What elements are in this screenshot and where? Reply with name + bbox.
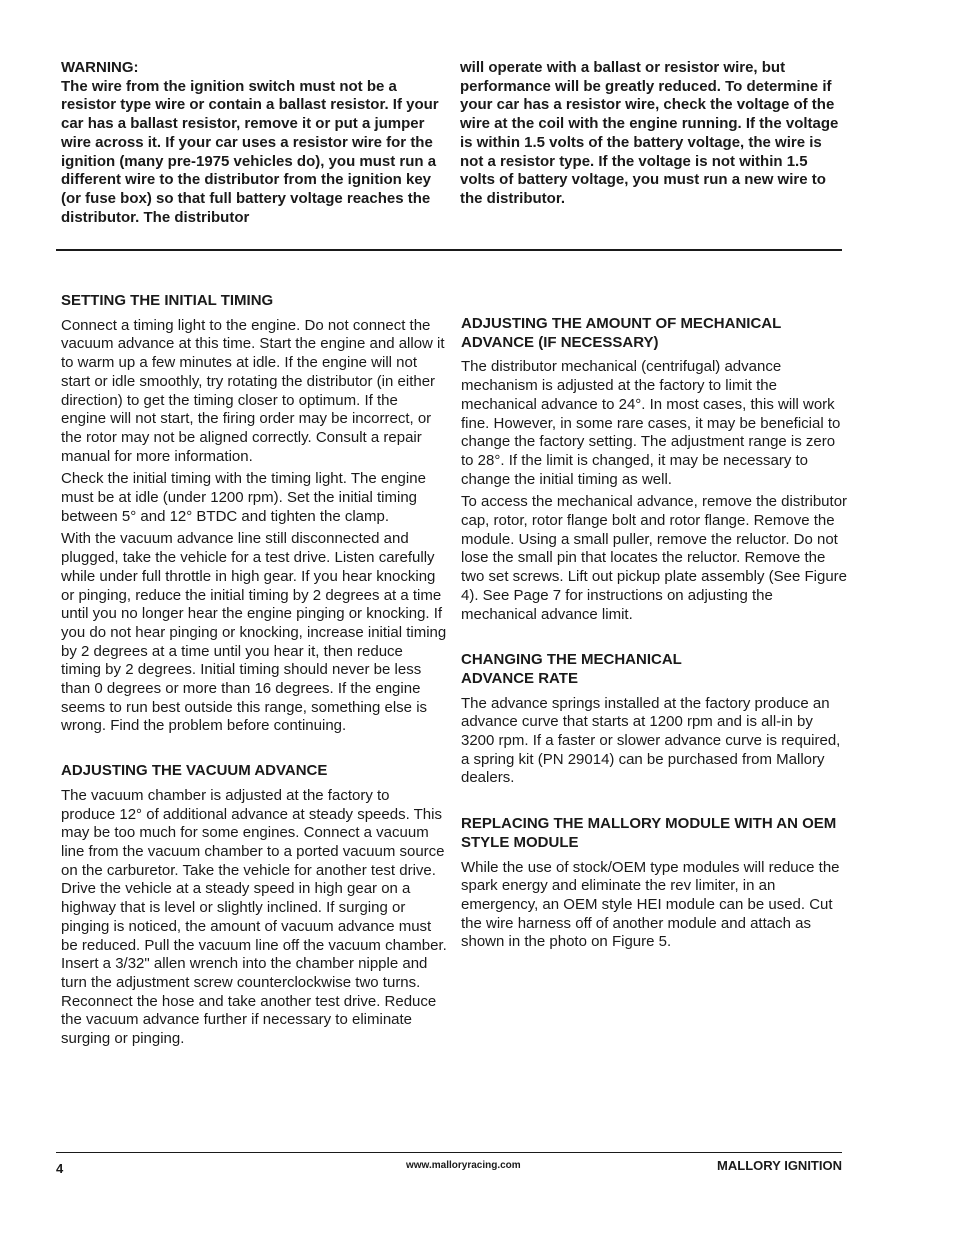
heading-initial-timing: SETTING THE INITIAL TIMING: [61, 292, 274, 309]
heading-oem-module: REPLACING THE MALLORY MODULE WITH AN OEM STYLE MODULE: [461, 815, 837, 851]
section-initial-timing: [61, 292, 447, 736]
section-oem-module: [461, 815, 849, 952]
warning-title: WARNING:: [61, 59, 139, 76]
warning-text-right: will operate with a ballast or resistor wire, but performance will be greatly reduced. To determine if your car has a resistor wire, check the voltage of the wire at the coil with the engine running. If the voltage is within 1.5 volts of the battery voltage, the wire is not a resistor type. If the voltage is not within 1.5 volts of battery voltage, you must run a new wire to the distributor.: [460, 59, 839, 207]
heading-advance-rate-line2: ADVANCE RATE: [461, 669, 578, 687]
top-divider: [56, 249, 842, 251]
warning-text-left: The wire from the ignition switch must not be a resistor type wire or contain a ballast resistor. If your car has a ballast resistor, remove it or put a jumper wire across it. If your car uses a resistor wire for the ignition (many pre-1975 vehicles do), you must run a different wire to the distributor from the ignition key (or fuse box) so that full battery voltage reaches the distributor. The distributor: [61, 77, 439, 226]
right-column: [461, 292, 849, 956]
paragraph: Check the initial timing with the timing light. The engine must be at idle (under 1200 rpm). Set the initial timing between 5° and 12° BTDC and tighten the clamp.: [61, 470, 426, 525]
heading-mechanical-advance: ADJUSTING THE AMOUNT OF MECHANICAL ADVANCE (IF NECESSARY): [461, 315, 781, 351]
section-vacuum-advance: [61, 762, 447, 1049]
section-advance-rate: [461, 651, 849, 788]
paragraph: Connect a timing light to the engine. Do not connect the vacuum advance at this time. Start the engine and allow it to warm up a few minutes at idle. If the engine will not start or idle smoothly, try rotating the distributor (in either direction) to get the timing closer to optimum. If the engine will not start, the firing order may be incorrect, or the rotor may not be aligned correctly. Consult a repair manual for more information.: [61, 316, 445, 465]
footer-url[interactable]: www.malloryracing.com: [406, 1160, 521, 1171]
heading-vacuum-advance: ADJUSTING THE VACUUM ADVANCE: [61, 762, 328, 780]
paragraph: The distributor mechanical (centrifugal) advance mechanism is adjusted at the factory to limit the mechanical advance to 24°. In most cases, this will work fine. However, in some rare cases, it may be beneficial to change the factory setting. The adjustment range is zero to 28°. If the limit is changed, it may be necessary to change the initial timing as well.: [461, 358, 841, 488]
footer: [56, 1158, 842, 1178]
paragraph: To access the mechanical advance, remove the distributor cap, rotor, rotor flange bolt and rotor flange. Remove the module. Using a small puller, remove the reluctor. Do not lose the small pin that locates the reluctor. Remove the two set screws. Lift out pickup plate assembly (See Figure 4). See Page 7 for instructions on adjusting the mechanical advance limit.: [461, 493, 848, 623]
paragraph: With the vacuum advance line still disconnected and plugged, take the vehicle for a test drive. Listen carefully while under full throttle in high gear. If you hear knocking or pinging, reduce the initial timing by 2 degrees at a time until you no longer hear the engine pinging or knocking. If you do not hear pinging or knocking, increase initial timing by 2 degrees at a time until you hear it, then reduce timing by 2 degrees. Initial timing should never be less than 0 degrees or more than 16 degrees. If the engine seems to run best outside this range, something else is wrong. Find the problem before continuing.: [61, 530, 447, 735]
footer-brand: MALLORY IGNITION: [717, 1158, 842, 1173]
paragraph: The vacuum chamber is adjusted at the factory to produce 12° of additional advance at steady speeds. This may be too much for some engines. Connect a vacuum line from the vacuum chamber to a ported vacuum source on the carburetor. Take the vehicle for another test drive. Drive the vehicle at a steady speed in high gear on a highway that is level or slightly inclined. If surging or pinging is noticed, the amount of vacuum advance must be reduced. Pull the vacuum line off the vacuum chamber. Insert a 3/32" allen wrench into the chamber nipple and turn the adjustment screw counterclockwise two turns. Reconnect the hose and take another test drive. Reduce the vacuum advance further if necessary to eliminate surging or pinging.: [61, 786, 447, 1048]
paragraph: While the use of stock/OEM type modules will reduce the spark energy and eliminate the rev limiter, in an emergency, an OEM style HEI module can be used. Cut the wire harness off of another module and attach as shown in the photo on Figure 5.: [461, 858, 840, 951]
heading-advance-rate-line1: CHANGING THE MECHANICAL: [461, 651, 682, 669]
footer-divider: [56, 1152, 842, 1153]
warning-block: [61, 59, 844, 227]
left-column: [61, 292, 447, 1053]
section-mechanical-advance: [461, 315, 849, 624]
paragraph: The advance springs installed at the factory produce an advance curve that starts at 1200 rpm and is all-in by 3200 rpm. If a faster or slower advance curve is required, a spring kit (PN 29014) can be purchased from Mallory dealers.: [461, 694, 841, 787]
heading-advance-rate: [461, 651, 849, 688]
page-number: 4: [56, 1161, 64, 1176]
